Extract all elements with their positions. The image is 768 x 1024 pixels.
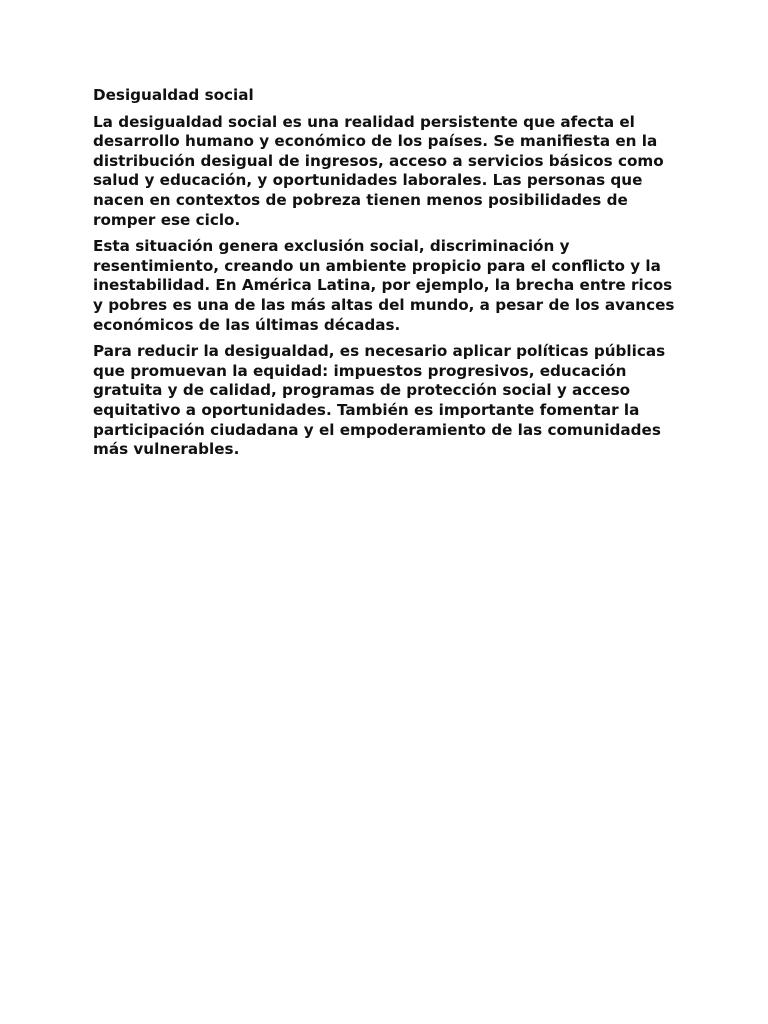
paragraph-1: La desigualdad social es una realidad persistente que afecta el desarrollo humano y económico de los países. Se manifiesta en la distribución desigual de ingresos, acceso a servicios básicos como salud y educación, y oportunidades laborales. Las personas que nacen en contextos de pobreza tienen menos posibilidades de romper ese ciclo. [93,112,664,229]
document-body [93,86,678,467]
document-title: Desigualdad social [93,86,254,104]
paragraph-3: Para reducir la desigualdad, es necesario aplicar políticas públicas que promuevan la equidad: impuestos progresivos, educación gratuita y de calidad, programas de protección social y acceso equitativo a oportunidades. También es importante fomentar la participación ciudadana y el empoderamiento de las comunidades más vulnerables. [93,342,666,459]
paragraph-2: Esta situación genera exclusión social, discriminación y resentimiento, creando un ambiente propicio para el conflicto y la inestabilidad. En América Latina, por ejemplo, la brecha entre ricos y pobres es una de las más altas del mundo, a pesar de los avances económicos de las últimas décadas. [93,237,675,334]
